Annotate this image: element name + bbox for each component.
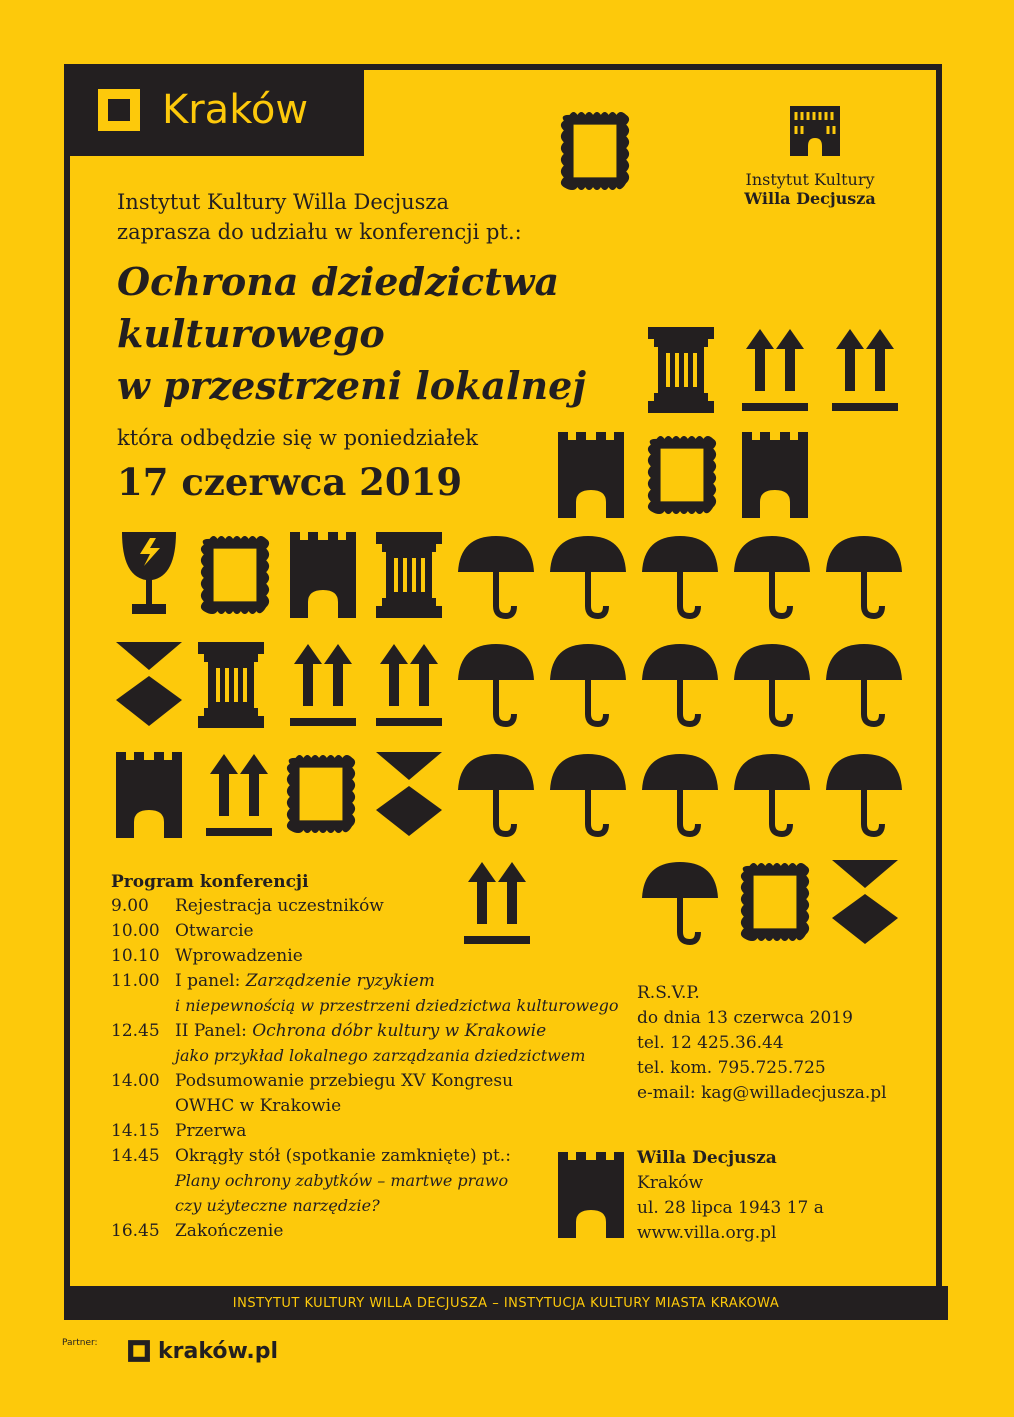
- tower-icon: [740, 430, 810, 520]
- program-subline: czy użyteczne narzędzie?: [175, 1196, 380, 1215]
- program-time: 14.45: [111, 1146, 160, 1166]
- program-text: Rejestracja uczestników: [175, 896, 384, 916]
- program-text: Wprowadzenie: [175, 946, 303, 966]
- frame-icon: [556, 105, 634, 197]
- this-way-up-icon: [740, 325, 810, 415]
- villa-facade-icon: [788, 104, 842, 158]
- program-item: [111, 1221, 283, 1241]
- umbrella-icon: [548, 750, 628, 840]
- partner-logo: [126, 1338, 278, 1364]
- fragile-glass-icon: [114, 530, 184, 620]
- hourglass-icon: [830, 858, 900, 948]
- krakow-badge: [64, 64, 364, 156]
- this-way-up-icon: [288, 640, 358, 730]
- this-way-up-icon: [204, 750, 274, 840]
- krakow-square-logo-icon: [126, 1338, 152, 1364]
- institute-logo-line1: Instytut Kultury: [745, 170, 875, 189]
- footer-text: INSTYTUT KULTURY WILLA DECJUSZA – INSTYTUCJA KULTURY MIASTA KRAKOWA: [232, 1295, 780, 1311]
- umbrella-icon: [548, 640, 628, 730]
- program-time: 14.00: [111, 1071, 160, 1091]
- this-way-up-icon: [830, 325, 900, 415]
- program-text: Zakończenie: [175, 1221, 284, 1241]
- venue-name: Willa Decjusza: [637, 1148, 777, 1168]
- umbrella-icon: [824, 750, 904, 840]
- intro-line-2: zaprasza do udziału w konferencji pt.:: [117, 220, 522, 244]
- program-item: [111, 896, 384, 916]
- tower-icon: [114, 750, 184, 840]
- rsvp-mobile: tel. kom. 795.725.725: [637, 1058, 826, 1078]
- program-item: [111, 1071, 513, 1091]
- krakow-square-logo-icon: [94, 85, 144, 135]
- venue-city: Kraków: [637, 1173, 704, 1193]
- program-time: 12.45: [111, 1021, 160, 1041]
- program-time: 11.00: [111, 971, 160, 991]
- venue-website[interactable]: www.villa.org.pl: [637, 1223, 777, 1243]
- program-time: 9.00: [111, 896, 149, 916]
- title-line-2: kulturowego: [117, 311, 385, 356]
- event-date: 17 czerwca 2019: [117, 460, 463, 504]
- intro-line-1: Instytut Kultury Willa Decjusza: [117, 190, 449, 214]
- program-item: [111, 1146, 511, 1166]
- umbrella-icon: [732, 532, 812, 622]
- column-icon: [374, 530, 444, 620]
- umbrella-icon: [456, 532, 536, 622]
- rsvp-phone: tel. 12 425.36.44: [637, 1033, 784, 1053]
- program-text: II Panel:: [175, 1021, 247, 1041]
- program-time: 16.45: [111, 1221, 160, 1241]
- frame-icon: [643, 430, 721, 520]
- program-time: 10.10: [111, 946, 160, 966]
- tower-icon: [556, 430, 626, 520]
- column-icon: [196, 640, 266, 730]
- hourglass-icon: [114, 640, 184, 730]
- program-item: [111, 946, 303, 966]
- umbrella-icon: [456, 750, 536, 840]
- program-time: 14.15: [111, 1121, 160, 1141]
- partner-label: Partner:: [62, 1338, 98, 1348]
- frame-icon: [282, 748, 360, 840]
- program-text: Otwarcie: [175, 921, 254, 941]
- program-text: Podsumowanie przebiegu XV Kongresu: [175, 1071, 514, 1091]
- program-item: [111, 971, 435, 991]
- title-line-3: w przestrzeni lokalnej: [117, 363, 587, 408]
- institute-logo-text: [720, 170, 900, 208]
- umbrella-icon: [640, 750, 720, 840]
- program-italic: Ochrona dóbr kultury w Krakowie: [252, 1021, 547, 1041]
- program-subline: OWHC w Krakowie: [175, 1096, 342, 1116]
- frame-icon: [196, 530, 274, 620]
- hourglass-icon: [374, 750, 444, 840]
- program-time: 10.00: [111, 921, 160, 941]
- tower-icon: [556, 1150, 626, 1240]
- date-lead: która odbędzie się w poniedziałek: [117, 426, 479, 450]
- umbrella-icon: [548, 532, 628, 622]
- umbrella-icon: [640, 858, 720, 948]
- umbrella-icon: [824, 532, 904, 622]
- frame-icon: [736, 856, 814, 948]
- rsvp-label: R.S.V.P.: [637, 983, 700, 1003]
- footer-bar: [64, 1286, 948, 1320]
- program-subline: i niepewnością w przestrzeni dziedzictwa kulturowego: [175, 996, 619, 1015]
- program-text: Przerwa: [175, 1121, 247, 1141]
- institute-logo-line2: Willa Decjusza: [744, 189, 876, 208]
- this-way-up-icon: [374, 640, 444, 730]
- program-subline: jako przykład lokalnego zarządzania dziedzictwem: [175, 1046, 586, 1065]
- partner-logo-text: kraków.pl: [158, 1338, 279, 1364]
- program-item: [111, 1021, 546, 1041]
- venue-street: ul. 28 lipca 1943 17 a: [637, 1198, 824, 1218]
- program-item: [111, 1121, 246, 1141]
- program-italic: Zarządzenie ryzykiem: [245, 971, 435, 991]
- umbrella-icon: [640, 532, 720, 622]
- program-text: Okrągły stół (spotkanie zamknięte) pt.:: [175, 1146, 511, 1166]
- program-item: [111, 921, 254, 941]
- umbrella-icon: [824, 640, 904, 730]
- title-line-1: Ochrona dziedzictwa: [117, 259, 560, 304]
- umbrella-icon: [456, 640, 536, 730]
- program-heading: Program konferencji: [111, 872, 309, 892]
- umbrella-icon: [640, 640, 720, 730]
- program-text: I panel:: [175, 971, 241, 991]
- umbrella-icon: [732, 750, 812, 840]
- krakow-badge-label: Kraków: [162, 87, 309, 133]
- umbrella-icon: [732, 640, 812, 730]
- column-icon: [646, 325, 716, 415]
- rsvp-deadline: do dnia 13 czerwca 2019: [637, 1008, 853, 1028]
- rsvp-email[interactable]: e-mail: kag@willadecjusza.pl: [637, 1083, 887, 1103]
- program-subline: Plany ochrony zabytków – martwe prawo: [175, 1171, 509, 1190]
- this-way-up-icon: [462, 858, 532, 948]
- tower-icon: [288, 530, 358, 620]
